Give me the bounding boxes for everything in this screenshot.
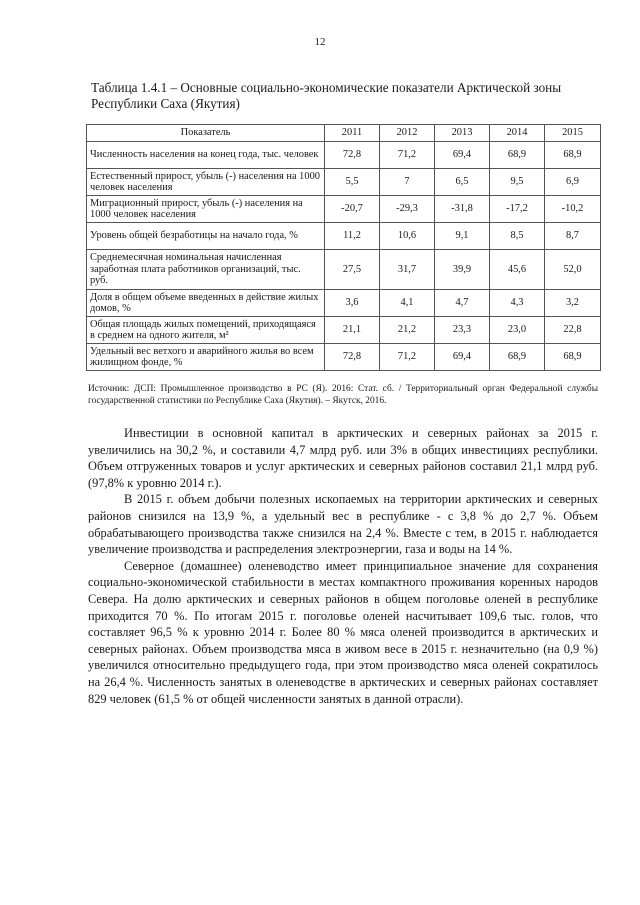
cell-value: 23,0: [490, 317, 545, 344]
cell-value: 69,4: [435, 142, 490, 169]
cell-value: -20,7: [325, 196, 380, 223]
cell-value: 11,2: [325, 223, 380, 250]
cell-value: 4,7: [435, 290, 490, 317]
row-label: Доля в общем объеме введенных в действие жилых домов, %: [87, 290, 325, 317]
cell-value: 45,6: [490, 250, 545, 290]
cell-value: -10,2: [545, 196, 601, 223]
header-indicator: Показатель: [87, 125, 325, 142]
cell-value: 27,5: [325, 250, 380, 290]
header-year: 2012: [380, 125, 435, 142]
cell-value: 6,9: [545, 169, 601, 196]
cell-value: 6,5: [435, 169, 490, 196]
paragraph: Инвестиции в основной капитал в арктических и северных районах за 2015 г. увеличились на 30,2 %, и составили 4,7 млрд руб. или 3% в общих инвестициях республики. Объем отгруженных товаров и услуг арктических и северных районов составил 21,1 млрд руб. (97,8% к уровню 2014 г.).: [88, 426, 598, 490]
cell-value: 68,9: [490, 142, 545, 169]
table-row: [87, 290, 601, 317]
cell-value: 39,9: [435, 250, 490, 290]
table-row: [87, 169, 601, 196]
cell-value: 3,6: [325, 290, 380, 317]
cell-value: 72,8: [325, 142, 380, 169]
table-row: [87, 317, 601, 344]
header-year: 2014: [490, 125, 545, 142]
cell-value: 22,8: [545, 317, 601, 344]
table-source-note: Источник: ДСП: Промышленное производство в РС (Я). 2016: Стат. сб. / Территориальный орган Федеральной службы государственной статистики по Республике Саха (Якутия). – Якутск, 2016.: [88, 384, 598, 406]
cell-value: 4,1: [380, 290, 435, 317]
cell-value: 31,7: [380, 250, 435, 290]
row-label: Уровень общей безработицы на начало года, %: [87, 223, 325, 250]
table-header-row: [87, 125, 601, 142]
cell-value: 8,5: [490, 223, 545, 250]
row-label: Численность населения на конец года, тыс. человек: [87, 142, 325, 169]
row-label: Среднемесячная номинальная начисленная заработная плата работников организаций, тыс. руб.: [87, 250, 325, 290]
table-row: [87, 142, 601, 169]
cell-value: -29,3: [380, 196, 435, 223]
table-caption: Таблица 1.4.1 – Основные социально-экономические показатели Арктической зоны Республики Саха (Якутия): [91, 80, 562, 111]
paragraph: В 2015 г. объем добычи полезных ископаемых на территории арктических и северных районов снизился на 13,9 %, а удельный вес в республике - с 3,8 % до 2,7 %. Объем обрабатывающего производства также снизился на 2,4 %. Вместе с тем, в 2015 г. наблюдается увеличение производства и распределения электроэнергии, газа и воды на 14 %.: [88, 492, 598, 557]
cell-value: 72,8: [325, 344, 380, 371]
cell-value: 10,6: [380, 223, 435, 250]
table-row: [87, 250, 601, 290]
cell-value: 69,4: [435, 344, 490, 371]
indicators-table: [86, 124, 601, 371]
cell-value: 9,1: [435, 223, 490, 250]
cell-value: -31,8: [435, 196, 490, 223]
cell-value: 68,9: [545, 142, 601, 169]
cell-value: 68,9: [490, 344, 545, 371]
cell-value: 71,2: [380, 142, 435, 169]
header-year: 2011: [325, 125, 380, 142]
body-text: [88, 425, 598, 707]
table-row: [87, 344, 601, 371]
cell-value: 7: [380, 169, 435, 196]
cell-value: 9,5: [490, 169, 545, 196]
cell-value: 3,2: [545, 290, 601, 317]
cell-value: 23,3: [435, 317, 490, 344]
cell-value: 71,2: [380, 344, 435, 371]
paragraph: Северное (домашнее) оленеводство имеет принципиальное значение для сохранения социально-экономической стабильности в местах компактного проживания коренных народов Севера. На долю арктических и северных районов в общем поголовье оленей в республике приходится 70 %. По итогам 2015 г. поголовье оленей насчитывает 109,6 тыс. голов, что составляет 96,5 % к уровню 2014 г. Более 80 % мяса оленей производится в арктических и северных районах. Объем производства мяса в живом весе в 2015 г. незначительно (на 0,9 %) увеличился относительно предыдущего года, при этом производство мяса оленей сократилось на 26,4 %. Численность занятых в оленеводстве в арктических и северных районах составляет 829 человек (61,5 % от общей численности занятых в данной отрасли).: [88, 558, 598, 706]
table-row: [87, 223, 601, 250]
row-label: Естественный прирост, убыль (-) населения на 1000 человек населения: [87, 169, 325, 196]
header-year: 2013: [435, 125, 490, 142]
cell-value: 21,1: [325, 317, 380, 344]
cell-value: 8,7: [545, 223, 601, 250]
row-label: Общая площадь жилых помещений, приходящаяся в среднем на одного жителя, м²: [87, 317, 325, 344]
header-year: 2015: [545, 125, 601, 142]
page-number: 12: [314, 36, 326, 48]
row-label: Удельный вес ветхого и аварийного жилья во всем жилищном фонде, %: [87, 344, 325, 371]
cell-value: 4,3: [490, 290, 545, 317]
cell-value: 68,9: [545, 344, 601, 371]
cell-value: -17,2: [490, 196, 545, 223]
cell-value: 21,2: [380, 317, 435, 344]
cell-value: 52,0: [545, 250, 601, 290]
table-row: [87, 196, 601, 223]
cell-value: 5,5: [325, 169, 380, 196]
row-label: Миграционный прирост, убыль (-) населения на 1000 человек населения: [87, 196, 325, 223]
